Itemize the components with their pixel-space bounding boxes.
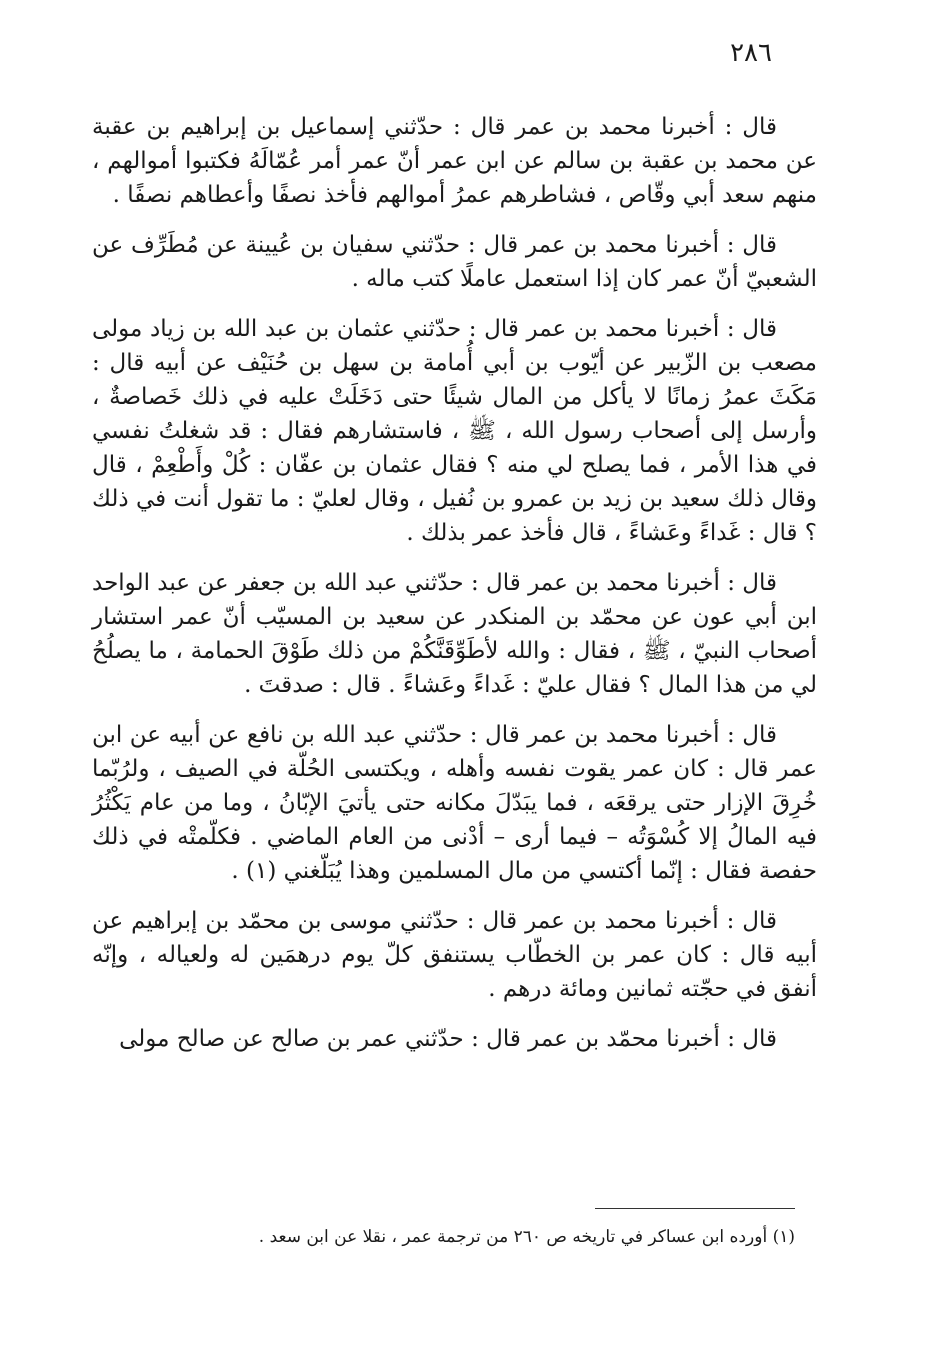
page-number: ٢٨٦	[730, 38, 772, 68]
paragraph-2: قال : أخبرنا محمد بن عمر قال : حدّثني سفيان بن عُيينة عن مُطَرِّف عن الشعبيّ أنّ عمر كان إذا استعمل عاملًا كتب ماله .	[92, 232, 817, 292]
paragraph-4: قال : أخبرنا محمد بن عمر قال : حدّثني عبد الله بن جعفر عن عبد الواحد ابن أبي عون عن محمّد بن المنكدر عن سعيد بن المسيّب أنّ عمر استشار أصحاب النبيّ ، ﷺ ، فقال : والله لأطَوِّقَنَّكُمْ من ذلك طَوْقَ الحمامة ، ما يصلُحُ لي من هذا المال ؟ فقال عليّ : غَداءً وعَشاءً . قال : صدقتَ .	[92, 570, 817, 698]
paragraph-6: قال : أخبرنا محمد بن عمر قال : حدّثني موسى بن محمّد بن إبراهيم عن أبيه قال : كان عمر بن الخطّاب يستنفق كلّ يوم درهمَين له ولعياله ، وإنّه أنفق في حجّته ثمانين ومائة درهم .	[92, 908, 817, 1002]
paragraph-1: قال : أخبرنا محمد بن عمر قال : حدّثني إسماعيل بن إبراهيم بن عقبة عن محمد بن عقبة بن سالم عن ابن عمر أنّ عمر أمر عُمّالَهُ فكتبوا أموالهم ، منهم سعد أبي وقّاص ، فشاطرهم عمرُ أموالهم فأخذ نصفًا وأعطاهم نصفًا .	[92, 114, 817, 208]
paragraph-3: قال : أخبرنا محمد بن عمر قال : حدّثني عثمان بن عبد الله بن زياد مولى مصعب بن الزّبير عن أيّوب بن أبي أُمامة بن سهل بن حُنَيْف عن أبيه قال : مَكَثَ عمرُ زمانًا لا يأكل من المال شيئًا حتى دَخَلَتْ عليه في ذلك خَصاصةٌ ، وأرسل إلى أصحاب رسول الله ، ﷺ ، فاستشارهم فقال : قد شغلتُ نفسي في هذا الأمر ، فما يصلح لي منه ؟ فقال عثمان بن عفّان : كُلْ وأَطْعِمْ ، قال وقال ذلك سعيد بن زيد بن عمرو بن نُفيل ، وقال لعليّ : ما تقول أنت في ذلك ؟ قال : غَداءً وعَشاءً ، قال فأخذ عمر بذلك .	[92, 316, 817, 546]
paragraph-7: قال : أخبرنا محمّد بن عمر قال : حدّثني عمر بن صالح عن صالح مولى	[119, 1026, 777, 1052]
footnote-divider	[595, 1208, 795, 1209]
footnote: (١) أورده ابن عساكر في تاريخه ص ٢٦٠ من ترجمة عمر ، نقلا عن ابن سعد .	[258, 1227, 795, 1247]
paragraph-5: قال : أخبرنا محمد بن عمر قال : حدّثني عبد الله بن نافع عن أبيه عن ابن عمر قال : كان عمر يقوت نفسه وأهله ، ويكتسى الحُلّة في الصيف ، ولرُبّما خُرِقَ الإزار حتى يرقعَه ، فما يبَدّلَ مكانه حتى يأتيَ الإبّانُ ، وما من عام يَكْثُرُ فيه المالُ إلا كُسْوَتُه – فيما أرى – أدْنى من العام الماضي . فكلّمتْه في ذلك حفصة فقال : إنّما أكتسي من مال المسلمين وهذا يُبَلّغني (١) .	[92, 722, 817, 884]
main-text	[92, 110, 817, 1072]
